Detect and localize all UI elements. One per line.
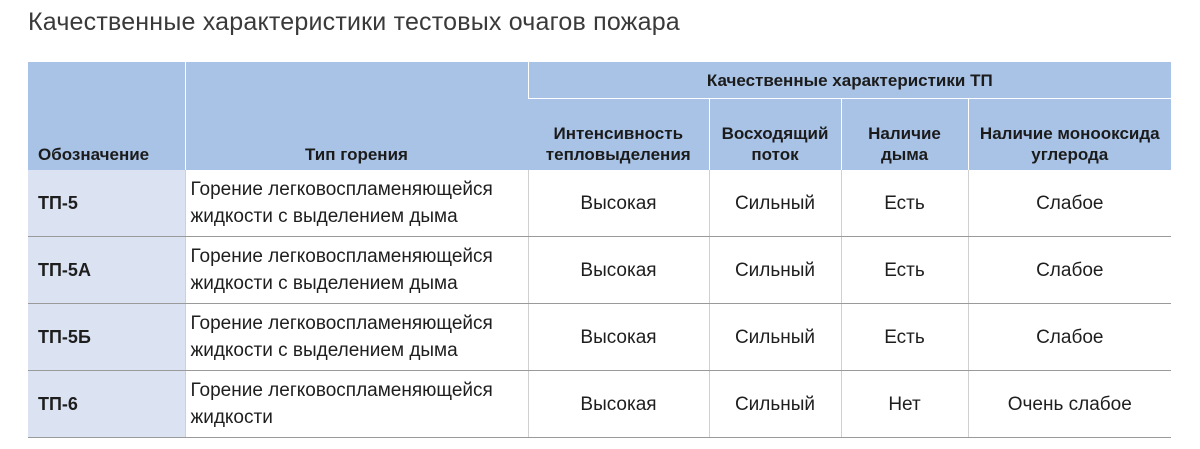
- table-row: [28, 170, 1171, 237]
- cell-upward-flow: Сильный: [709, 170, 841, 237]
- cell-upward-flow: Сильный: [709, 371, 841, 438]
- cell-smoke: Есть: [841, 304, 968, 371]
- cell-carbon-monoxide: Слабое: [968, 237, 1171, 304]
- table-row: [28, 304, 1171, 371]
- cell-burning-type: Горение легковоспламеняющейся жидкости: [185, 371, 528, 438]
- table-row: [28, 371, 1171, 438]
- cell-intensity: Высокая: [528, 170, 709, 237]
- cell-smoke: Есть: [841, 237, 968, 304]
- cell-designation: ТП-5: [28, 170, 185, 237]
- cell-designation: ТП-5Б: [28, 304, 185, 371]
- header-designation: Обозначение: [28, 62, 185, 170]
- cell-burning-type: Горение легковоспламеняющейся жидкости с выделением дыма: [185, 170, 528, 237]
- cell-designation: ТП-6: [28, 371, 185, 438]
- cell-smoke: Нет: [841, 371, 968, 438]
- page-title: Качественные характеристики тестовых очагов пожара: [28, 8, 680, 36]
- header-intensity: Интенсивность тепловыделения: [528, 99, 709, 171]
- cell-intensity: Высокая: [528, 237, 709, 304]
- header-burning-type: Тип горения: [185, 62, 528, 170]
- cell-burning-type: Горение легковоспламеняющейся жидкости с выделением дыма: [185, 304, 528, 371]
- cell-upward-flow: Сильный: [709, 237, 841, 304]
- header-carbon-monoxide: Наличие монооксида углерода: [968, 99, 1171, 171]
- cell-designation: ТП-5А: [28, 237, 185, 304]
- cell-carbon-monoxide: Слабое: [968, 170, 1171, 237]
- header-upward-flow: Восходящий поток: [709, 99, 841, 171]
- cell-burning-type: Горение легковоспламеняющейся жидкости с выделением дыма: [185, 237, 528, 304]
- fire-characteristics-table: [28, 62, 1171, 438]
- cell-carbon-monoxide: Слабое: [968, 304, 1171, 371]
- cell-upward-flow: Сильный: [709, 304, 841, 371]
- cell-intensity: Высокая: [528, 304, 709, 371]
- cell-smoke: Есть: [841, 170, 968, 237]
- table-row: [28, 237, 1171, 304]
- header-characteristics-group: Качественные характеристики ТП: [528, 62, 1171, 99]
- header-row-group: [28, 62, 1171, 99]
- cell-intensity: Высокая: [528, 371, 709, 438]
- cell-carbon-monoxide: Очень слабое: [968, 371, 1171, 438]
- header-smoke: Наличие дыма: [841, 99, 968, 171]
